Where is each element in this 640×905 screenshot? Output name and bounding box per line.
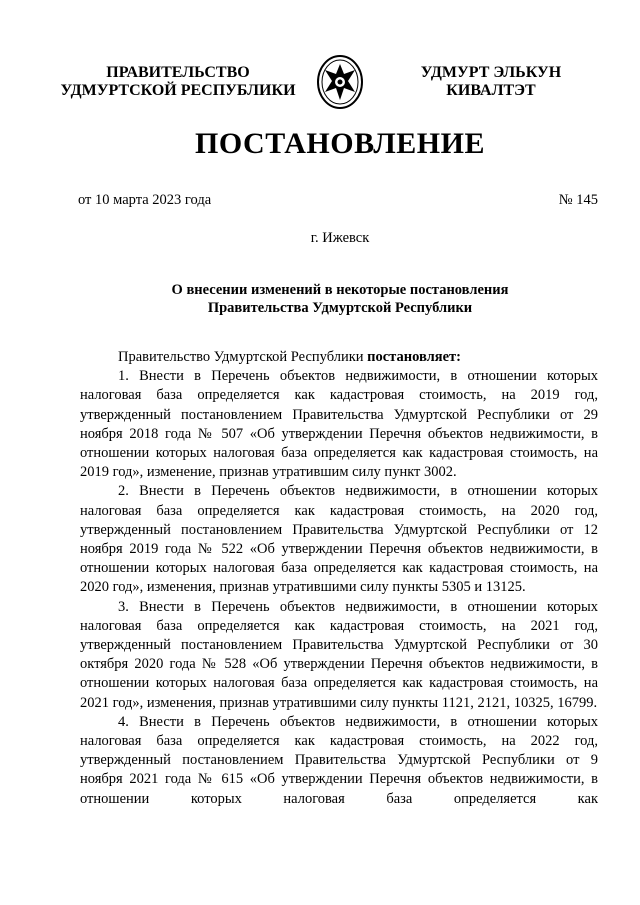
- subject-line2: Правительства Удмуртской Республики: [207, 300, 473, 316]
- intro-bold: постановляет:: [367, 349, 461, 365]
- paragraph-3: 3. Внести в Перечень объектов недвижимости, в отношении которых налоговая база определяется как кадастровая стоимость, на 2021 год, утвержденный постановлением Правительства Удмуртской Республики от 30 октября 2020 года № 528 «Об утверждении Перечня объектов недвижимости, в отношении которых налоговая база определяется как кадастровая стоимость, на 2021 год», изменения, признав утратившими силу пункты 1121, 2121, 10325, 16799.: [80, 598, 598, 711]
- document-date: от 10 марта 2023 года: [78, 192, 212, 208]
- government-name-udmurt-line1: УДМУРТ ЭЛЬКУН: [420, 64, 562, 81]
- government-name-udmurt-line2: КИВАЛТЭТ: [446, 82, 536, 99]
- government-name-russian: [58, 64, 298, 100]
- government-name-line1: ПРАВИТЕЛЬСТВО: [106, 64, 250, 81]
- paragraph-2: 2. Внести в Перечень объектов недвижимости, в отношении которых налоговая база определяется как кадастровая стоимость, на 2020 год, утвержденный постановлением Правительства Удмуртской Республики от 12 ноября 2019 года № 522 «Об утверждении Перечня объектов недвижимости, в отношении которых налоговая база определяется как кадастровая стоимость, на 2020 год», изменения, признав утратившими силу пункты 5305 и 13125.: [80, 483, 598, 596]
- document-body: [80, 348, 598, 809]
- coat-of-arms-icon: [315, 54, 365, 110]
- document-title: ПОСТАНОВЛЕНИЕ: [195, 127, 485, 160]
- paragraph-1: 1. Внести в Перечень объектов недвижимости, в отношении которых налоговая база определяется как кадастровая стоимость, на 2019 год, утвержденный постановлением Правительства Удмуртской Республики от 29 ноября 2018 года № 507 «Об утверждении Перечня объектов недвижимости, в отношении которых налоговая база определяется как кадастровая стоимость, на 2019 год», изменение, признав утратившим силу пункт 3002.: [80, 368, 598, 481]
- subject-line1: О внесении изменений в некоторые постановления: [171, 282, 509, 298]
- document-number: № 145: [558, 192, 598, 208]
- document-subject: [80, 281, 600, 317]
- document-city: г. Ижевск: [310, 230, 370, 246]
- government-name-line2: УДМУРТСКОЙ РЕСПУБЛИКИ: [60, 82, 296, 99]
- intro-paragraph: [80, 348, 598, 367]
- government-name-udmurt: [396, 64, 586, 100]
- paragraph-4: 4. Внести в Перечень объектов недвижимости, в отношении которых налоговая база определяется как кадастровая стоимость, на 2022 год, утвержденный постановлением Правительства Удмуртской Республики от 9 ноября 2021 года № 615 «Об утверждении Перечня объектов недвижимости, в отношении которых налоговая база определяется как: [80, 713, 598, 807]
- intro-text: Правительство Удмуртской Республики: [118, 349, 368, 365]
